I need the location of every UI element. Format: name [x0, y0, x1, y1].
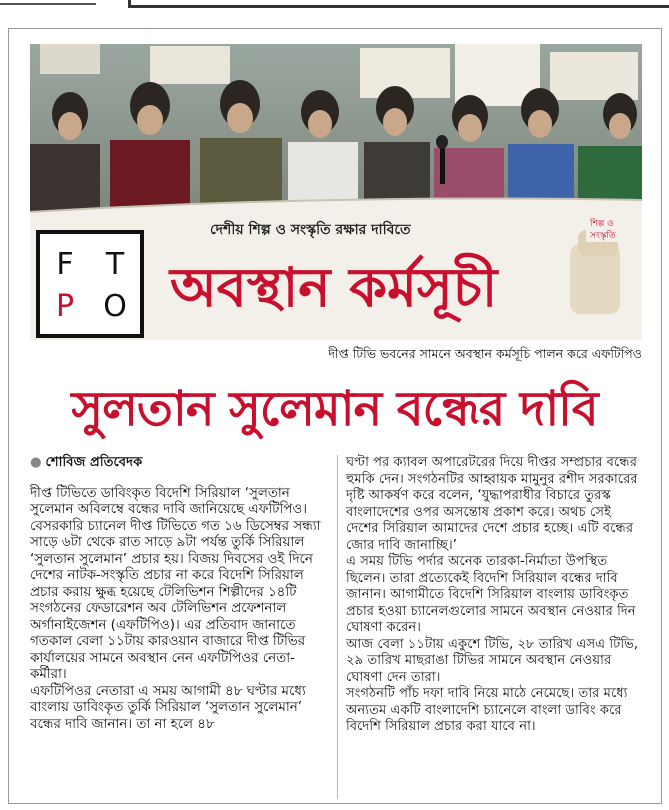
svg-text:সংস্কৃতি: সংস্কৃতি [590, 231, 616, 241]
logo-letter-f: F [56, 247, 74, 282]
paragraph: ঘণ্টা পর ক্যাবল অপারেটরের দিয়ে দীপ্তর সম্প্রচার বন্ধের হুমকি দেন। সংগঠনটির আহ্বায়ক মামুনুর রশীদ সরকারের দৃষ্টি আকর্ষণ করে বলেন, ‘যুদ্ধাপরাধীর বিচারে তুরস্ক বাংলাদেশের ওপর অসন্তোষ প্রকাশ করে। অথচ সেই দেশের সিরিয়াল আমাদের দেশে প্রচার হচ্ছে। এটি বন্ধের জোর দাবি জানাচ্ছি।’ [346, 455, 638, 553]
byline-text: শোবিজ প্রতিবেদক [45, 455, 143, 470]
top-rule-right [128, 0, 669, 8]
paragraph: বেসরকারি চ্যানেল দীপ্ত টিভিতে গত ১৬ ডিসেম্বর সন্ধ্যা সাড়ে ৬টা থেকে রাত সাড়ে ৯টা পর্যন্ত তুর্কি সিরিয়াল ‘সুলতান সুলেমান’ প্রচার হয়। বিজয় দিবসের ওই দিনে দেশের নাটক-সংস্কৃতি প্রচার না করে বিদেশি সিরিয়াল প্রচার করায় ক্ষুব্ধ হয়েছে টেলিভিশন শিল্পীদের ১৪টি সংগঠনের ফেডারেশন অব টেলিভিশন প্রফেশনাল অর্গানাইজেশন (এফটিপিও)। এর প্রতিবাদ জানাতে গতকাল বেলা ১১টায় কারওয়ান বাজারে দীপ্ত টিভির কার্যালয়ের সামনে অবস্থান নেন এফটিপিওর নেতা-কর্মীরা। [30, 518, 321, 682]
article-column-right [346, 455, 642, 736]
article-column-left [30, 455, 328, 733]
headline: সুলতান সুলেমান বন্ধের দাবি [71, 381, 598, 437]
banner-corner-text: শিল্প ও [590, 219, 614, 229]
paragraph: আজ বেলা ১১টায় একুশে টিভি, ২৮ তারিখ এসএ টিভি, ২৯ তারিখ মাছরাঙা টিভির সামনে অবস্থান নেওয়ার ঘোষণা দেন তারা। [346, 636, 639, 685]
top-rule-left [0, 0, 96, 5]
paragraph: এ সময় টিভি পর্দার অনেক তারকা-নির্মাতা উপস্থিত ছিলেন। তারা প্রত্যেকেই বিদেশি সিরিয়াল বন্ধের দাবি জানান। আগামীতে বিদেশি সিরিয়াল বাংলায় ডাবিংকৃত প্রচার হওয়া চ্যানেলগুলোর সামনে অবস্থান নেওয়ার দিন ঘোষণা করেন। [346, 554, 636, 635]
bullet-icon: ● [30, 455, 42, 470]
logo-letter-o: O [103, 289, 127, 324]
paragraph: সংগঠনটি পাঁচ দফা দাবি নিয়ে মাঠে নেমেছে। তার মধ্যে অন্যতম একটি বাংলাদেশি চ্যানেলে বাংলা ডাবিং করে বিদেশি সিরিয়াল প্রচার করা যাবে না। [346, 686, 628, 734]
banner-title: অবস্থান কর্মসূচী [170, 255, 498, 319]
logo-letter-t: T [105, 247, 125, 282]
paragraph: দীপ্ত টিভিতে ডাবিংকৃত বিদেশি সিরিয়াল ‘সুলতান সুলেমান অবিলম্বে বন্ধের দাবি জানিয়েছে এফটিপিও। [30, 485, 308, 517]
logo-letter-p: P [55, 289, 75, 324]
byline [30, 455, 328, 472]
banner-subtitle: দেশীয় শিল্প ও সংস্কৃতি রক্ষার দাবিতে [210, 222, 411, 238]
protest-photo [30, 44, 642, 340]
column-divider [337, 455, 338, 799]
photo-caption: দীপ্ত টিভি ভবনের সামনে অবস্থান কর্মসূচি পালন করে এফটিপিও [328, 346, 642, 361]
paragraph: এফটিপিওর নেতারা এ সময় আগামী ৪৮ ঘণ্টার মধ্যে বাংলায় ডাবিংকৃত তুর্কি সিরিয়াল ‘সুলতান সুলেমান’ বন্ধের দাবি জানান। তা না হলে ৪৮ [30, 683, 306, 732]
